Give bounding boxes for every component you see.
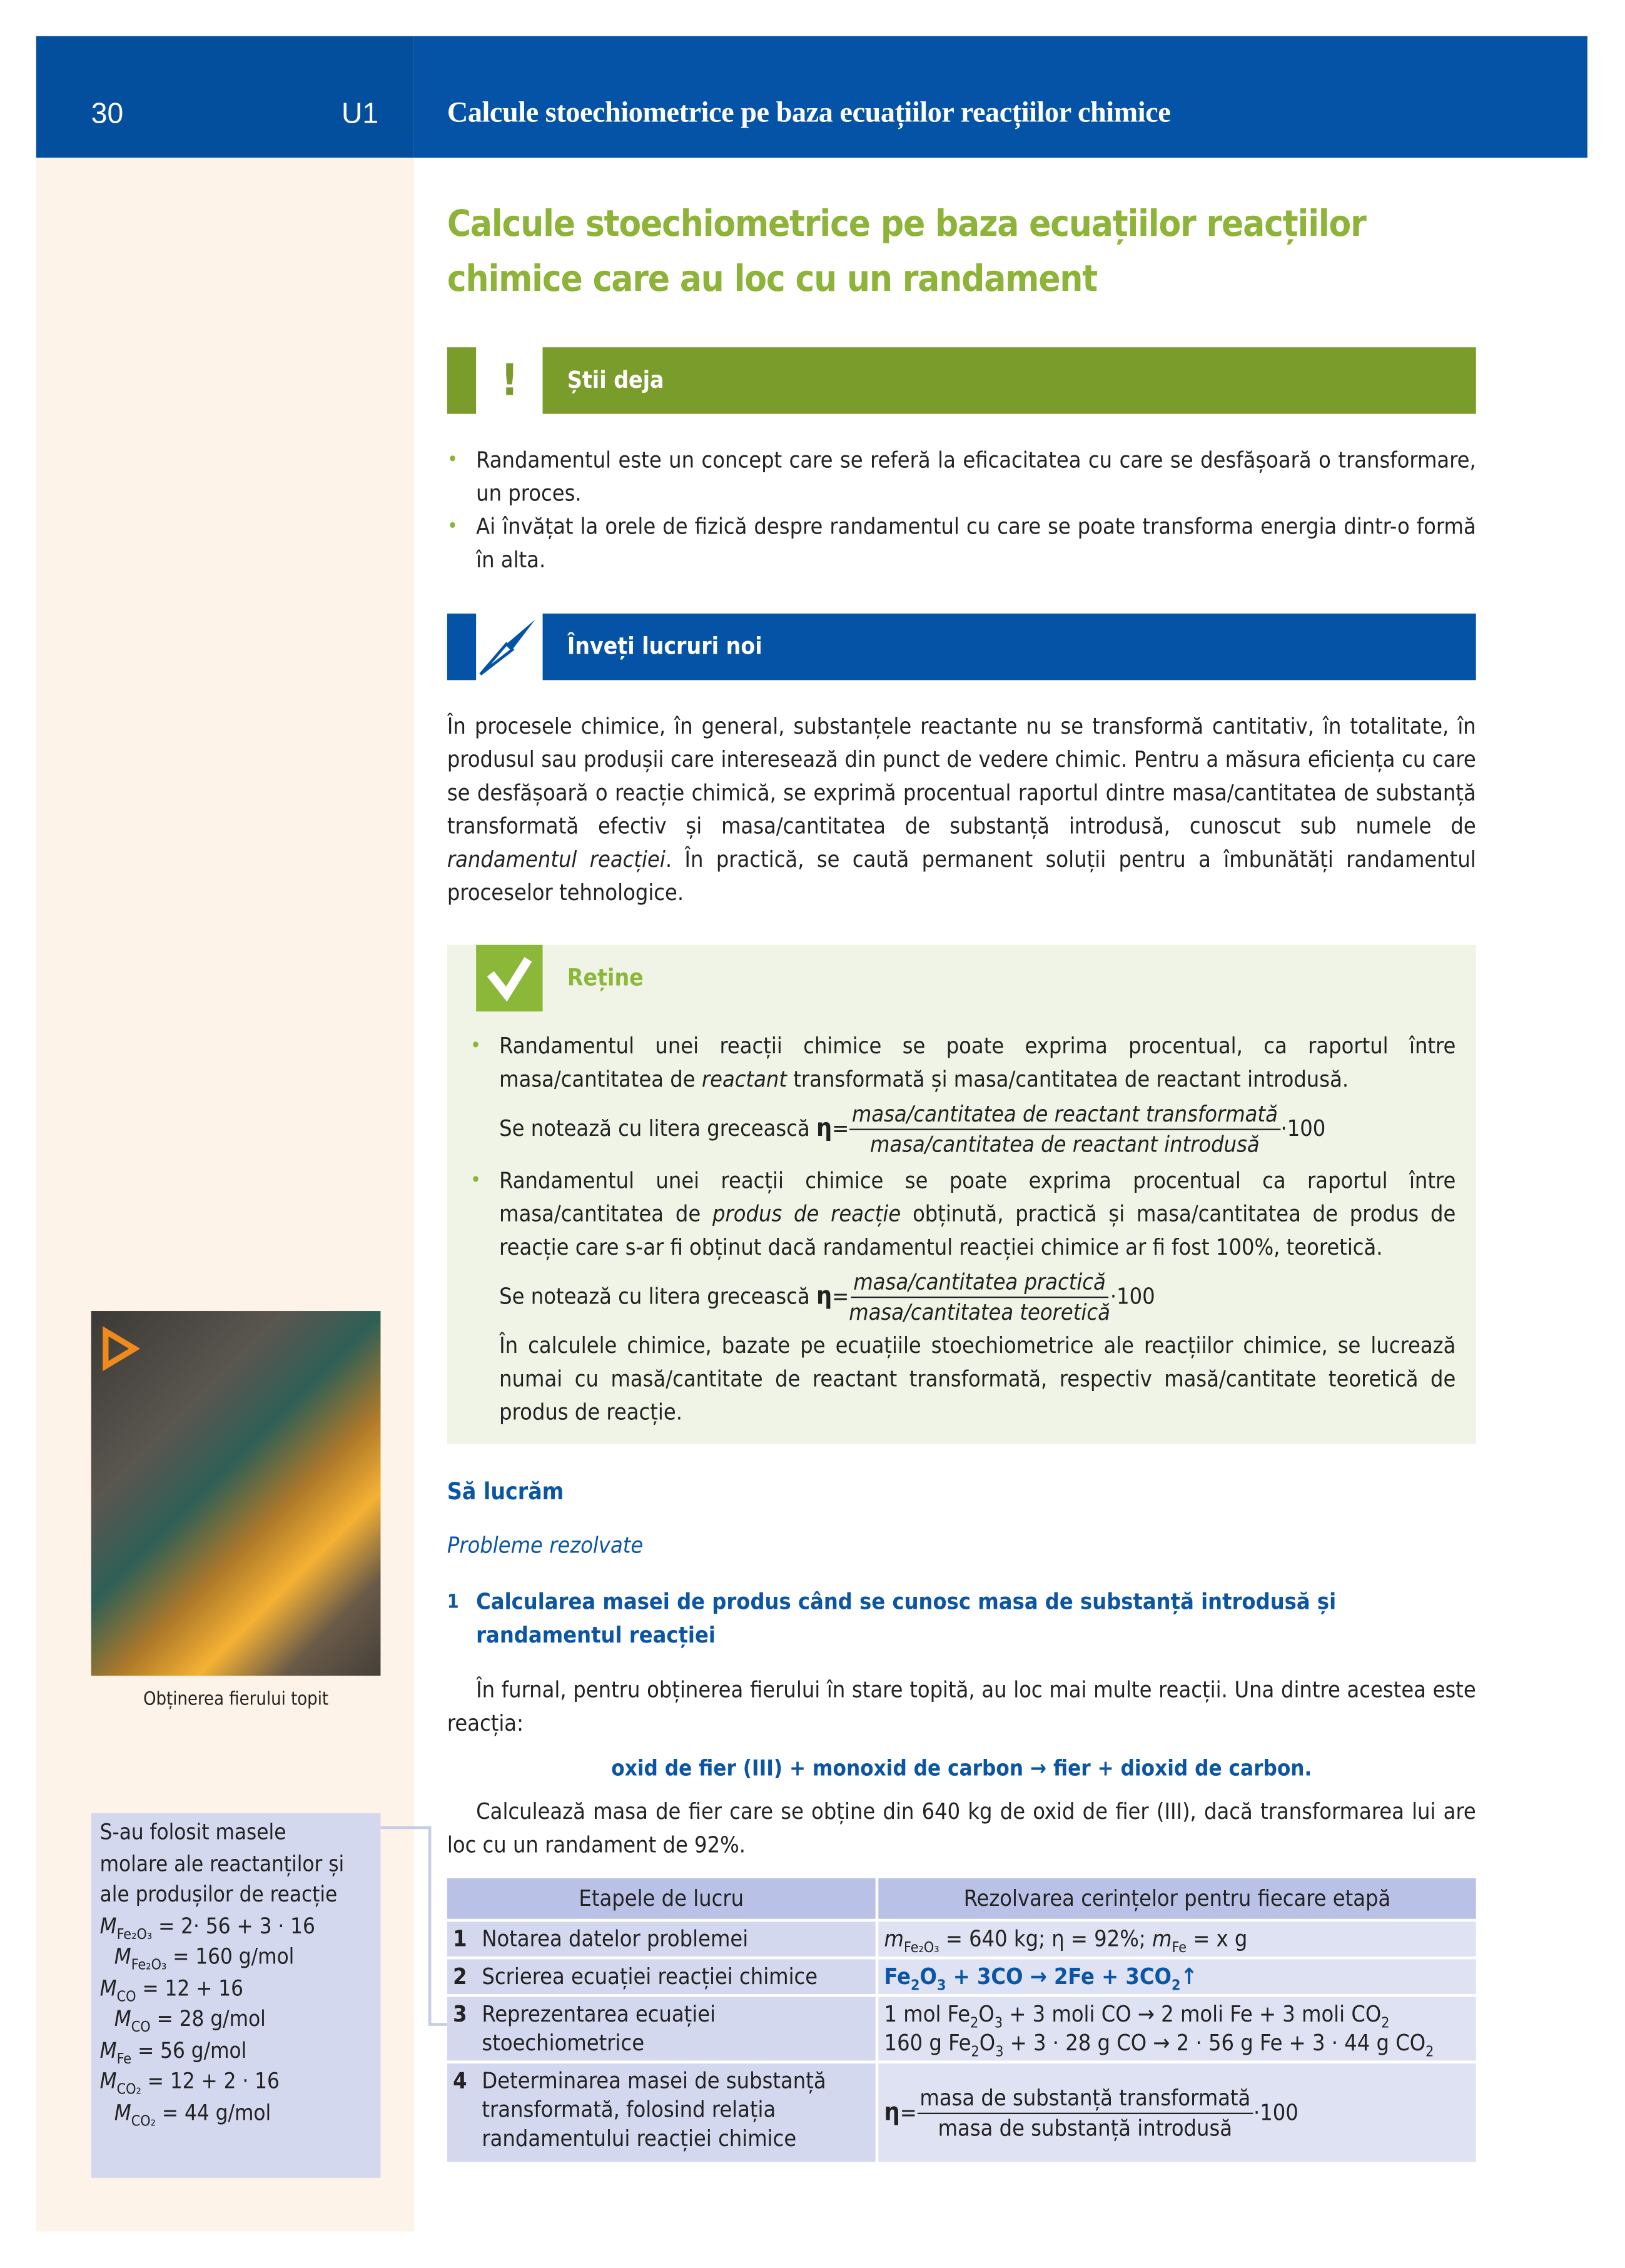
times-100: ·100 — [1253, 2098, 1298, 2125]
text: . În practică, se caută permanent soluții pentru a îmbunătăți randamentul proceselor tehnologice. — [447, 846, 1476, 906]
equals: = — [899, 2098, 917, 2125]
box-intro: S-au folosit masele molare ale reactanților și ale produșilor de reacție — [99, 1819, 345, 1908]
text: Se notează cu litera grecească — [499, 1115, 810, 1142]
connector-line — [380, 1823, 453, 2033]
exclamation-icon: ! — [500, 356, 519, 407]
retine-list — [470, 1030, 1455, 1430]
table-row — [447, 1997, 1476, 2061]
inveti-heading: Înveți lucruri noi — [543, 614, 1476, 680]
value: = 12 + 2 · 16 — [147, 2067, 280, 2094]
numerator: masa de substanță transformată — [917, 2083, 1253, 2114]
inveti-marker — [447, 614, 476, 680]
text: În procesele chimice, în general, substanțele reactante nu se transformă cantitativ, în totalitate, în produsul sau produșii care interesează din punct de vedere chimic. Pentru a măsura eficiența cu care se desfășoară o reacție chimică, se exprimă procentual raportul dintre masa/cantitatea de substanță transformată efectiv și masa/cantitatea de substanță introdusă, cunoscut sub numele de — [447, 713, 1476, 839]
value: = 28 g/mol — [156, 2005, 266, 2032]
text: transformată și masa/cantitatea de reactant introdusă. — [787, 1066, 1349, 1093]
denominator: masa/cantitatea teoretică — [849, 1299, 1110, 1326]
text: = 640 kg; η = 92%; — [945, 1926, 1146, 1952]
text: obținută, practică și masa/cantitatea de produs de reacție care s-ar fi obținut dacă randamentul reacției chimice ar fi fost 100%, teoretică. — [499, 1201, 1456, 1261]
solution-cell: $m_{Fe_2O_3} = 640$ kg; η = 92%; $m_{Fe} = x$ g — [878, 1921, 1476, 1957]
chemical-equation: $Fe_2O_3 + 3CO \to 2Fe$ + $3CO_2↑$ — [878, 1959, 1476, 1994]
row-number: 2 — [453, 1963, 467, 1990]
step-cell — [447, 1997, 876, 2061]
solution-cell — [878, 2063, 1476, 2162]
text: 160 g Fe — [884, 2030, 971, 2057]
page-number: 30 — [91, 98, 124, 131]
running-title: Calcule stoechiometrice pe baza ecuațiilor reacțiilor chimice — [447, 97, 1171, 129]
unit-label: U1 — [341, 98, 379, 131]
text: + 3 · 28 g CO → 2 · 56 g Fe + 3 · 44 g CO — [1003, 2030, 1426, 2057]
photo-caption: Obținerea fierului topit — [143, 1687, 329, 1709]
stii-deja-marker — [447, 347, 476, 413]
value: = 2· 56 + 3 · 16 — [158, 1912, 315, 1938]
value: = 44 g/mol — [161, 2098, 271, 2125]
term: reactant — [701, 1066, 787, 1093]
step-text: Notarea datelor problemei — [482, 1926, 749, 1952]
mass-line: 160 g $Fe_2O_3 + 3 \cdot 28$ g CO → 2 · 56 g Fe + 3 · 44 g $CO_2$ — [884, 2030, 1434, 2061]
formula-line: $M_{Fe_2O_3} = 2\cdot 56 + 3 \cdot 16$ — [99, 1912, 315, 1943]
equals: = — [832, 1283, 849, 1310]
problem-intro: În furnal, pentru obținerea fierului în stare topită, au loc mai multe reacții. Una dintre acestea este reacția: — [447, 1677, 1476, 1737]
value: = 12 + 16 — [142, 1974, 243, 2001]
formula-2 — [499, 1268, 1455, 1327]
word-equation: oxid de fier (III) + monoxid de carbon → fier + dioxid de carbon. — [611, 1755, 1312, 1781]
formula-line: $M_{Fe_2O_3} = 160$ g/mol — [114, 1943, 295, 1974]
list-item: • Ai învățat la orele de fizică despre randamentul cu care se poate transforma energia dintr-o formă în alta. — [447, 511, 1476, 577]
eta-symbol: η — [884, 2097, 900, 2127]
formula-line: $M_{Fe} = 56$ g/mol — [99, 2037, 247, 2067]
list-item — [470, 1165, 1455, 1429]
denominator: masa de substanță introdusă — [938, 2115, 1233, 2141]
header-left — [36, 36, 414, 158]
molar-mass-box — [91, 1813, 381, 2178]
eta-symbol: η — [816, 1282, 833, 1312]
solution-table — [444, 1875, 1479, 2165]
term: randamentul reacției — [447, 846, 666, 873]
list-item — [470, 1030, 1455, 1159]
checkmark-icon — [476, 945, 542, 1011]
photo-molten-iron — [91, 1311, 381, 1676]
denominator: masa/cantitatea de reactant introdusă — [870, 1131, 1260, 1158]
fraction — [917, 2083, 1253, 2142]
table-header — [447, 1878, 1476, 1919]
step-text: Determinarea masei de substanță transformată, folosind relația randamentului reacției chimice — [482, 2067, 826, 2152]
problem-task: Calculează masa de fier care se obține din 640 kg de oxid de fier (III), dacă transformarea lui are loc cu un randament de 92%. — [447, 1798, 1476, 1858]
eta-symbol: η — [816, 1114, 833, 1143]
table-row — [447, 1959, 1476, 1994]
formula-line: $M_{CO} = 28$ g/mol — [114, 2005, 266, 2037]
table-row — [447, 2063, 1476, 2162]
text: = x g — [1193, 1926, 1248, 1952]
section-heading: Să lucrăm — [447, 1477, 564, 1506]
retine-heading: Reține — [567, 963, 644, 991]
row-number: 4 — [453, 2067, 467, 2094]
formula-1 — [499, 1100, 1455, 1159]
value: = 160 g/mol — [173, 1943, 295, 1970]
value: = 56 g/mol — [138, 2037, 247, 2063]
step-text: Scrierea ecuației reacției chimice — [482, 1963, 818, 1990]
column-header: Rezolvarea cerințelor pentru fiecare etapă — [878, 1878, 1476, 1919]
problem-title — [447, 1586, 1388, 1653]
subsection-heading: Probleme rezolvate — [447, 1532, 644, 1559]
retine-note: În calculele chimice, bazate pe ecuațiile stoechiometrice ale reacțiilor chimice, se lucrează numai cu masă/cantitate de reactant transformată, respectiv masă/cantitate teoretică de produs de reacție. — [499, 1332, 1456, 1425]
step-cell — [447, 2063, 876, 2162]
times-100: ·100 — [1110, 1283, 1155, 1310]
numerator: masa/cantitatea de reactant transformată — [849, 1100, 1280, 1130]
stii-deja-list — [447, 444, 1476, 577]
fraction — [849, 1268, 1110, 1327]
term: produs de reacție — [712, 1201, 901, 1227]
compass-icon — [477, 617, 538, 677]
mole-line: 1 mol $Fe_2O_3 + 3$ moli CO → 2 moli Fe + 3 moli $CO_2$ — [884, 2001, 1390, 2032]
title: Calcularea masei de produs când se cunosc masa de substanță introdusă și randamentul reacției — [476, 1589, 1337, 1649]
row-number: 1 — [453, 1926, 467, 1952]
formula-line: $M_{CO} = 12 + 16$ — [99, 1974, 243, 2005]
step-cell — [447, 1959, 876, 1994]
table-row — [447, 1921, 1476, 1957]
stii-deja-heading: Știi deja — [543, 347, 1476, 413]
solution-cell — [878, 1997, 1476, 2061]
times-100: ·100 — [1280, 1115, 1326, 1142]
list-item: • Randamentul este un concept care se referă la eficacitatea cu care se desfășoară o transformare, un proces. — [447, 444, 1476, 510]
text: Randamentul unei reacții chimice se poate exprima procentual ca raportul între masa/cantitatea de — [499, 1167, 1456, 1227]
equals: = — [832, 1115, 849, 1142]
play-icon — [100, 1325, 141, 1372]
step-text: Reprezentarea ecuației stoechiometrice — [482, 2001, 716, 2057]
text: 1 mol Fe — [884, 2001, 971, 2028]
intro-paragraph — [447, 711, 1476, 910]
column-header: Etapele de lucru — [447, 1878, 876, 1919]
formula-line: $M_{CO_2} = 44$ g/mol — [114, 2098, 271, 2130]
formula-line: $M_{CO_2} = 12 + 2 \cdot 16$ — [99, 2067, 280, 2098]
text: Randamentul unei reacții chimice se poate exprima procentual, ca raportul între masa/cantitatea de — [499, 1033, 1456, 1093]
text: + 3 moli CO → 2 moli Fe + 3 moli CO — [1003, 2001, 1382, 2028]
text: Se notează cu litera grecească — [499, 1283, 810, 1310]
step-cell — [447, 1921, 876, 1957]
numerator: masa/cantitatea practică — [851, 1268, 1109, 1299]
page-title: Calcule stoechiometrice pe baza ecuațiilor reacțiilor chimice care au loc cu un randament — [447, 202, 1366, 300]
fraction — [849, 1100, 1280, 1159]
problem-number: 1 — [447, 1591, 459, 1614]
row-number: 3 — [453, 2001, 467, 2028]
